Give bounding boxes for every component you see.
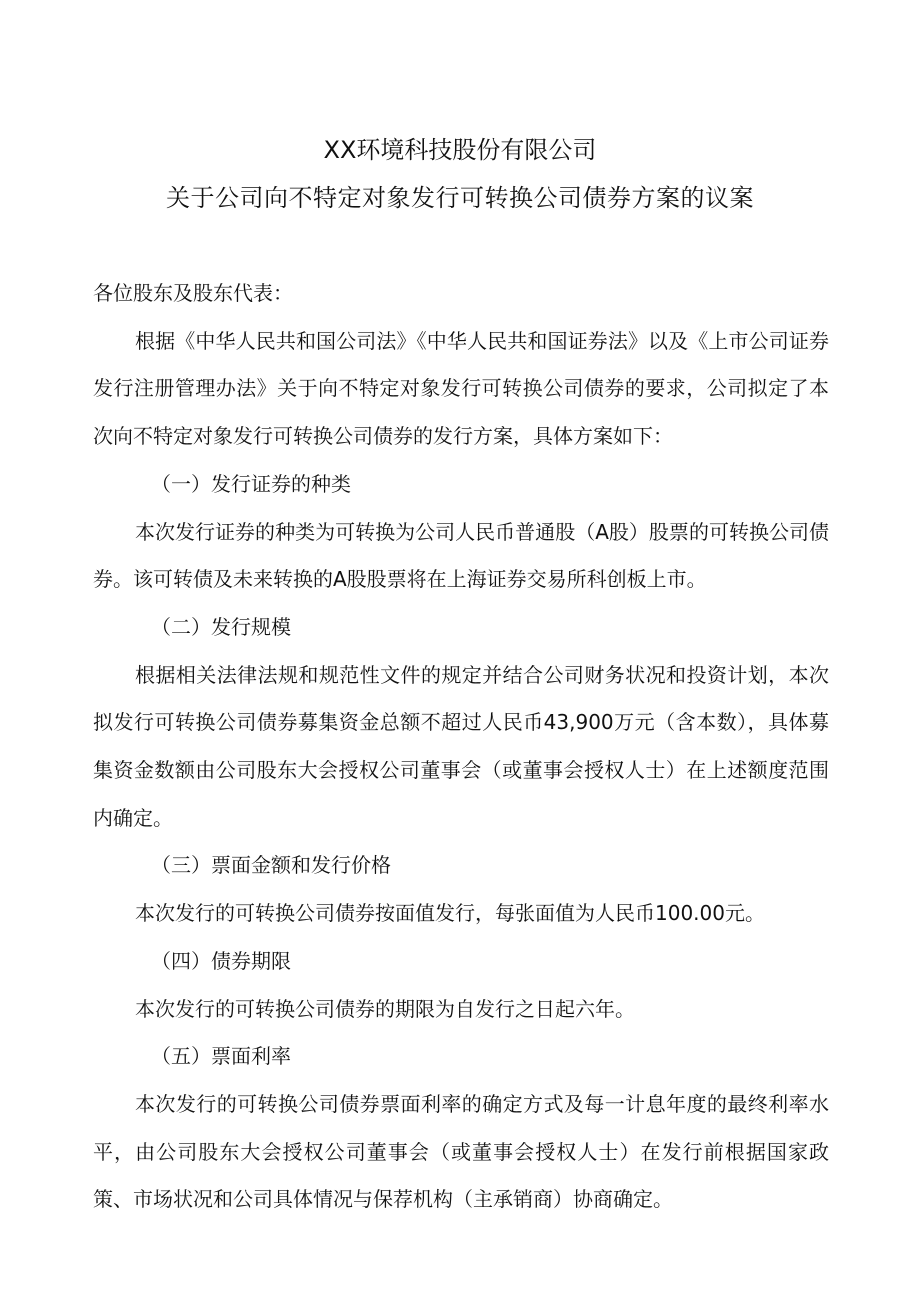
section-heading-4: （四）债券期限: [151, 948, 291, 973]
section-heading-3: （三）票面金额和发行价格: [151, 853, 391, 878]
document-body: [93, 270, 829, 1224]
salutation: 各位股东及股东代表：: [93, 281, 293, 305]
section-body-4: 本次发行的可转换公司债券的期限为自发行之日起六年。: [135, 996, 635, 1021]
intro-paragraph: 根据《中华人民共和国公司法》《中华人民共和国证券法》以及《上市公司证券发行注册管理办法》关于向不特定对象发行可转换公司债券的要求，公司拟定了本次向不特定对象发行可转换公司债券的发行方案，具体方案如下：: [93, 328, 829, 449]
section-body-1: 本次发行证券的种类为可转换为公司人民币普通股（A股）股票的可转换公司债券。该可转债及未来转换的A股股票将在上海证券交易所科创板上市。: [93, 519, 829, 592]
company-title: XX环境科技股份有限公司: [323, 136, 597, 164]
section-body-3: 本次发行的可转换公司债券按面值发行，每张面值为人民币100.00元。: [135, 901, 765, 926]
section-heading-5: （五）票面利率: [151, 1044, 291, 1069]
section-body-2: 根据相关法律法规和规范性文件的规定并结合公司财务状况和投资计划，本次拟发行可转换公司债券募集资金总额不超过人民币43,900万元（含本数），具体募集资金数额由公司股东大会授权公司董事会（或董事会授权人士）在上述额度范围内确定。: [93, 662, 829, 830]
section-body-5: 本次发行的可转换公司债券票面利率的确定方式及每一计息年度的最终利率水平，由公司股东大会授权公司董事会（或董事会授权人士）在发行前根据国家政策、市场状况和公司具体情况与保荐机构（主承销商）协商确定。: [93, 1091, 829, 1212]
section-heading-2: （二）发行规模: [151, 614, 291, 639]
section-heading-1: （一）发行证券的种类: [151, 471, 351, 496]
motion-title: 关于公司向不特定对象发行可转换公司债券方案的议案: [166, 184, 754, 212]
